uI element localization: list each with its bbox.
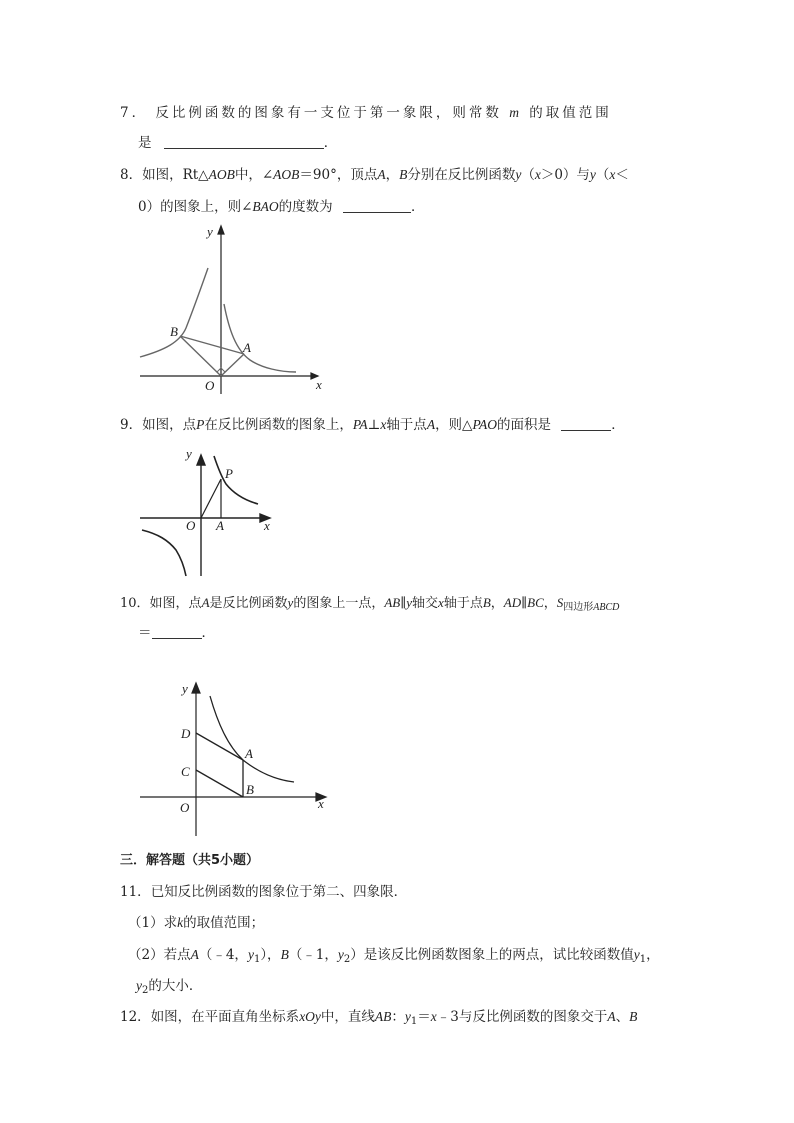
section-title: 三．解答题（共5小题） bbox=[120, 853, 260, 868]
question-text: 是 bbox=[138, 135, 152, 151]
label-a: A bbox=[216, 518, 224, 533]
label-o: O bbox=[205, 378, 215, 393]
label-p: P bbox=[225, 466, 233, 481]
label-b: B bbox=[170, 324, 178, 339]
question-7-cont: 是 ． bbox=[138, 135, 338, 151]
label-d: D bbox=[181, 726, 191, 741]
question-12: 12．如图，在平面直角坐标系xOy中，直线AB：$y_1=x﹣3$与反比例函数的图象交于A、B bbox=[120, 1009, 638, 1027]
label-c: C bbox=[181, 764, 190, 779]
question-text: 反比例函数的图象有一支位于第一象限，则常数 bbox=[155, 105, 502, 121]
question-10: 10．如图，点A是反比例函数y的图象上一点，AB∥y轴交x轴于点B，AD∥BC，$S_{四边形ABCD}$ bbox=[120, 595, 620, 613]
question-number: 8． bbox=[120, 167, 143, 183]
question-number: 7． bbox=[120, 105, 149, 121]
question-number: 9． bbox=[120, 417, 143, 433]
label-y: y bbox=[186, 446, 192, 461]
label-b: B bbox=[246, 782, 254, 797]
question-8-cont: 0）的图象上，则∠BAO的度数为 ． bbox=[138, 199, 425, 215]
question-11-part2: （2）若点A（﹣4，$y_1$），B（﹣1，$y_2$）是该反比例函数图象上的两点，试比较函数值$y_1$， bbox=[128, 947, 660, 965]
variable: m bbox=[509, 105, 522, 120]
question-8: 8．如图，Rt△AOB中，∠AOB＝90°，顶点A，B分别在反比例函数y（x＞0）与y（x＜ bbox=[120, 167, 629, 183]
question-11-part1: （1）求k的取值范围； bbox=[128, 915, 265, 931]
segment-da bbox=[196, 733, 243, 760]
label-x: x bbox=[318, 796, 324, 811]
label-y: y bbox=[182, 681, 188, 696]
question-11-part2-cont: $y_2$的大小． bbox=[136, 978, 203, 996]
label-x: x bbox=[316, 377, 322, 392]
question-number: 11． bbox=[120, 884, 151, 900]
segment-cb bbox=[196, 770, 243, 797]
question-11: 11．已知反比例函数的图象位于第二、四象限． bbox=[120, 884, 408, 900]
question-10-cont: ＝ ． bbox=[138, 625, 215, 641]
question-text: 的取值范围 bbox=[529, 105, 612, 121]
label-a: A bbox=[243, 340, 251, 355]
question-number: 12． bbox=[120, 1009, 151, 1025]
label-o: O bbox=[186, 518, 196, 533]
label-a: A bbox=[245, 746, 253, 761]
question-9: 9．如图，点P在反比例函数的图象上，PA⊥x轴于点A，则△PAO的面积是 ． bbox=[120, 417, 625, 433]
question-number: 10． bbox=[120, 596, 150, 611]
curve bbox=[210, 696, 294, 782]
label-o: O bbox=[180, 800, 190, 815]
label-y: y bbox=[207, 224, 213, 239]
label-x: x bbox=[264, 518, 270, 533]
